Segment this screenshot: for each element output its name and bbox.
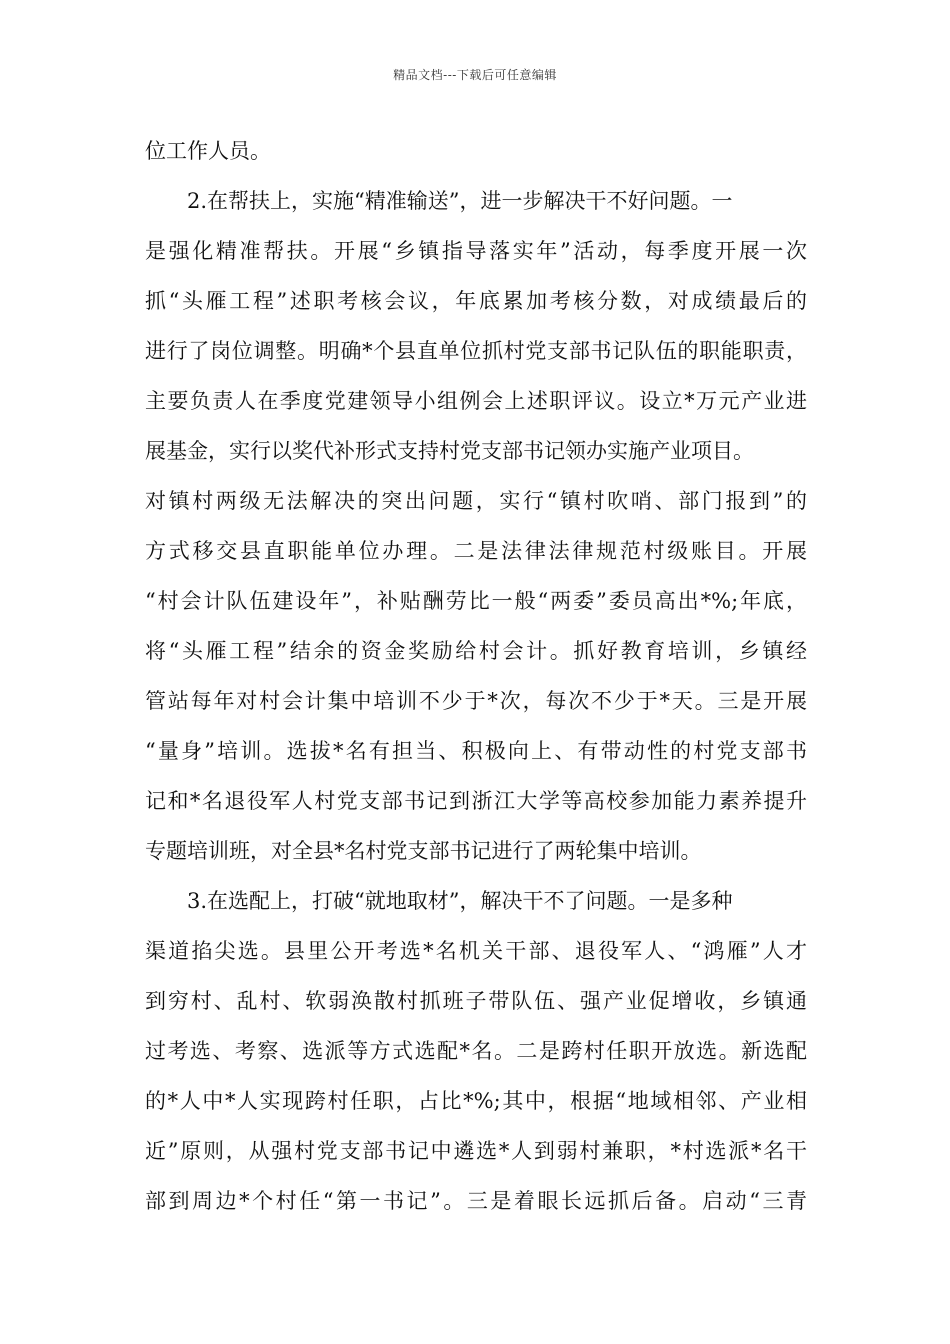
paragraph-line: 将“头雁工程”结余的资金奖励给村会计。抓好教育培训，乡镇经	[145, 639, 807, 663]
page-header: 精品文档---下载后可任意编辑	[393, 68, 557, 82]
paragraph-line: 进行了岗位调整。明确*个县直单位抓村党支部书记队伍的职能职责，	[145, 339, 807, 363]
paragraph-line: 过考选、考察、选派等方式选配*名。二是跨村任职开放选。新选配	[145, 1039, 807, 1063]
paragraph-line: 3.在选配上，打破“就地取材”，解决干不了问题。一是多种	[187, 889, 733, 913]
paragraph-line: 到穷村、乱村、软弱涣散村抓班子带队伍、强产业促增收，乡镇通	[145, 989, 807, 1013]
paragraph-line: 渠道掐尖选。县里公开考选*名机关干部、退役军人、“鸿雁”人才	[145, 939, 807, 963]
paragraph-line: 专题培训班，对全县*名村党支部书记进行了两轮集中培训。	[145, 839, 702, 863]
paragraph-line: 主要负责人在季度党建领导小组例会上述职评议。设立*万元产业进	[145, 389, 807, 413]
paragraph-line: 展基金，实行以奖代补形式支持村党支部书记领办实施产业项目。	[145, 439, 754, 463]
paragraph-line: 对镇村两级无法解决的突出问题，实行“镇村吹哨、部门报到”的	[145, 489, 807, 513]
paragraph-line: 的*人中*人实现跨村任职，占比*%;其中，根据“地域相邻、产业相	[145, 1089, 807, 1113]
paragraph-line: 近”原则，从强村党支部书记中遴选*人到弱村兼职，*村选派*名干	[145, 1139, 807, 1163]
paragraph-line: 方式移交县直职能单位办理。二是法律法律规范村级账目。开展	[145, 539, 807, 563]
paragraph-line: “村会计队伍建设年”，补贴酬劳比一般“两委”委员高出*%;年底，	[145, 589, 807, 613]
paragraph-line: 是强化精准帮扶。开展“乡镇指导落实年”活动，每季度开展一次	[145, 239, 807, 263]
document-body	[145, 126, 807, 1226]
paragraph-line: 位工作人员。	[145, 139, 271, 163]
paragraph-line: 管站每年对村会计集中培训不少于*次，每次不少于*天。三是开展	[145, 689, 807, 713]
paragraph-line: 抓“头雁工程”述职考核会议，年底累加考核分数，对成绩最后的	[145, 289, 807, 313]
paragraph-line: 部到周边*个村任“第一书记”。三是着眼长远抓后备。启动“三青	[145, 1189, 807, 1213]
paragraph-line: 记和*名退役军人村党支部书记到浙江大学等高校参加能力素养提升	[145, 789, 807, 813]
paragraph-line: 2.在帮扶上，实施“精准输送”，进一步解决干不好问题。一	[187, 189, 733, 213]
paragraph-line: “量身”培训。选拔*名有担当、积极向上、有带动性的村党支部书	[145, 739, 807, 763]
